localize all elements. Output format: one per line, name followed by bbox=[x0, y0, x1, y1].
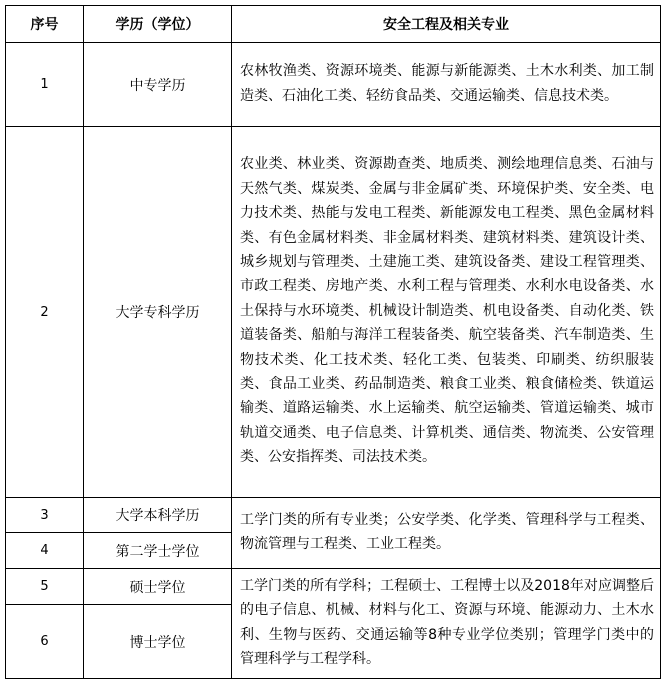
row-number: 1 bbox=[6, 43, 84, 127]
row-number: 4 bbox=[6, 533, 84, 569]
row-number: 2 bbox=[6, 127, 84, 498]
education-level: 博士学位 bbox=[84, 605, 232, 679]
related-majors: 工学门类的所有专业类；公安学类、化学类、管理科学与工程类、物流管理与工程类、工业工程类。 bbox=[232, 498, 661, 569]
header-row bbox=[6, 6, 661, 43]
education-level: 第二学士学位 bbox=[84, 533, 232, 569]
qualification-table bbox=[5, 5, 661, 679]
table-row bbox=[6, 498, 661, 533]
header-education: 学历（学位） bbox=[84, 6, 232, 43]
table-row bbox=[6, 43, 661, 127]
related-majors: 农业类、林业类、资源勘查类、地质类、测绘地理信息类、石油与天然气类、煤炭类、金属与非金属矿类、环境保护类、安全类、电力技术类、热能与发电工程类、新能源发电工程类、黑色金属材料类、有色金属材料类、非金属材料类、建筑材料类、建筑设计类、城乡规划与管理类、土建施工类、建筑设备类、建设工程管理类、市政工程类、房地产类、水利工程与管理类、水利水电设备类、水土保持与水环境类、机械设计制造类、机电设备类、自动化类、铁道装备类、船舶与海洋工程装备类、航空装备类、汽车制造类、生物技术类、化工技术类、轻化工类、包装类、印刷类、纺织服装类、食品工业类、药品制造类、粮食工业类、粮食储检类、铁道运输类、道路运输类、水上运输类、航空运输类、管道运输类、城市轨道交通类、电子信息类、计算机类、通信类、物流类、公安管理类、公安指挥类、司法技术类。 bbox=[232, 127, 661, 498]
row-number: 3 bbox=[6, 498, 84, 533]
row-number: 5 bbox=[6, 569, 84, 605]
related-majors: 工学门类的所有学科；工程硕士、工程博士以及2018年对应调整后的电子信息、机械、材料与化工、资源与环境、能源动力、土木水利、生物与医药、交通运输等8种专业学位类别；管理学门类中的管理科学与工程学科。 bbox=[232, 569, 661, 679]
education-level: 硕士学位 bbox=[84, 569, 232, 605]
education-level: 中专学历 bbox=[84, 43, 232, 127]
header-majors: 安全工程及相关专业 bbox=[232, 6, 661, 43]
table-row bbox=[6, 569, 661, 605]
related-majors: 农林牧渔类、资源环境类、能源与新能源类、土木水利类、加工制造类、石油化工类、轻纺食品类、交通运输类、信息技术类。 bbox=[232, 43, 661, 127]
education-level: 大学本科学历 bbox=[84, 498, 232, 533]
row-number: 6 bbox=[6, 605, 84, 679]
table-row bbox=[6, 127, 661, 498]
header-no: 序号 bbox=[6, 6, 84, 43]
education-level: 大学专科学历 bbox=[84, 127, 232, 498]
